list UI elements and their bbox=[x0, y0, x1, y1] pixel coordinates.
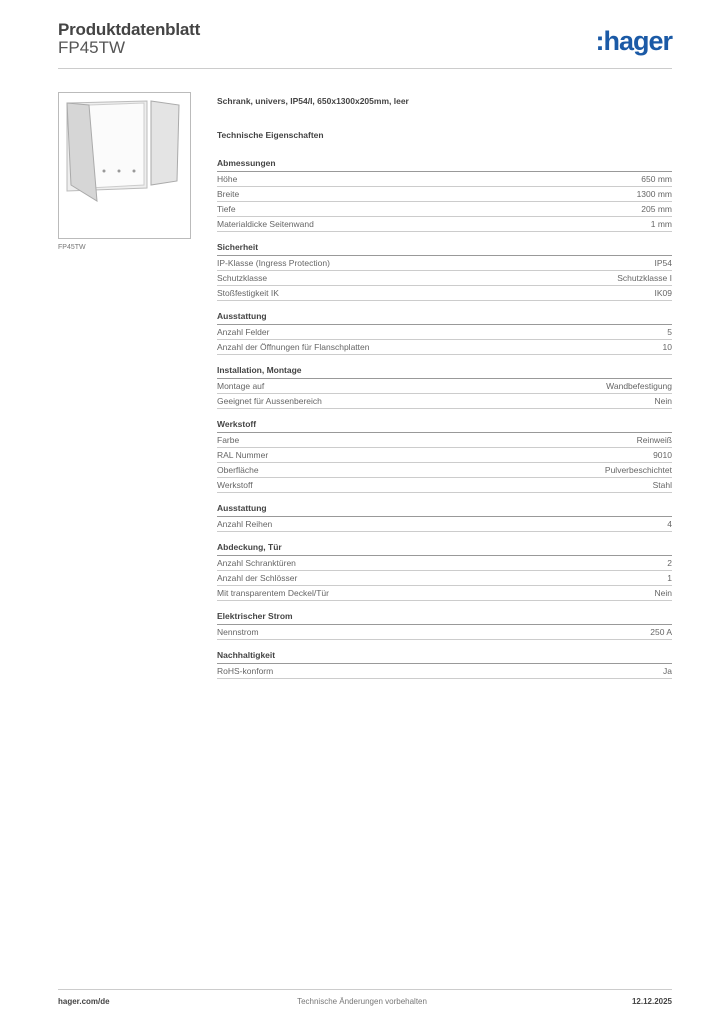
spec-label: Anzahl Reihen bbox=[217, 519, 273, 529]
spec-value: Ja bbox=[663, 666, 672, 676]
spec-section bbox=[217, 540, 672, 601]
spec-value: Nein bbox=[654, 588, 672, 598]
spec-value: Reinweiß bbox=[636, 435, 672, 445]
spec-section bbox=[217, 648, 672, 679]
image-caption: FP45TW bbox=[58, 244, 86, 251]
section-title: Sicherheit bbox=[217, 240, 672, 256]
spec-row bbox=[217, 463, 672, 478]
spec-row bbox=[217, 556, 672, 571]
product-description: Schrank, univers, IP54/I, 650x1300x205mm, leer bbox=[217, 96, 409, 106]
spec-label: Stoßfestigkeit IK bbox=[217, 288, 279, 298]
section-title: Elektrischer Strom bbox=[217, 609, 672, 625]
spec-value: Pulverbeschichtet bbox=[604, 465, 672, 475]
spec-label: Oberfläche bbox=[217, 465, 259, 475]
footer-date: 12.12.2025 bbox=[631, 997, 672, 1006]
spec-row bbox=[217, 394, 672, 409]
spec-value: 1300 mm bbox=[636, 189, 672, 199]
spec-value: Nein bbox=[654, 396, 672, 406]
spec-section bbox=[217, 363, 672, 409]
spec-row bbox=[217, 433, 672, 448]
spec-row bbox=[217, 340, 672, 355]
spec-section bbox=[217, 156, 672, 232]
spec-value: 250 A bbox=[650, 627, 672, 637]
spec-label: Höhe bbox=[217, 174, 238, 184]
spec-value: 650 mm bbox=[641, 174, 672, 184]
spec-label: Breite bbox=[217, 189, 240, 199]
spec-value: 9010 bbox=[653, 450, 672, 460]
section-title: Abmessungen bbox=[217, 156, 672, 172]
spec-row bbox=[217, 448, 672, 463]
spec-row bbox=[217, 187, 672, 202]
footer-divider bbox=[58, 989, 672, 990]
spec-section bbox=[217, 240, 672, 301]
section-title: Ausstattung bbox=[217, 309, 672, 325]
spec-value: Stahl bbox=[652, 480, 672, 490]
spec-label: Anzahl Schranktüren bbox=[217, 558, 296, 568]
page-title: Produktdatenblatt bbox=[58, 20, 201, 39]
spec-value: 2 bbox=[667, 558, 672, 568]
spec-value: Wandbefestigung bbox=[606, 381, 672, 391]
footer-website[interactable]: hager.com/de bbox=[58, 997, 110, 1006]
product-image bbox=[58, 92, 191, 239]
spec-section bbox=[217, 309, 672, 355]
spec-sections bbox=[217, 156, 672, 679]
spec-row bbox=[217, 478, 672, 493]
spec-label: Schutzklasse bbox=[217, 273, 268, 283]
spec-label: Montage auf bbox=[217, 381, 265, 391]
spec-row bbox=[217, 256, 672, 271]
spec-label: Anzahl der Öffnungen für Flanschplatten bbox=[217, 342, 370, 352]
section-title: Installation, Montage bbox=[217, 363, 672, 379]
spec-label: Anzahl der Schlösser bbox=[217, 573, 298, 583]
spec-label: Werkstoff bbox=[217, 480, 253, 490]
spec-value: IK09 bbox=[654, 288, 672, 298]
spec-row bbox=[217, 664, 672, 679]
spec-label: Farbe bbox=[217, 435, 240, 445]
main-content bbox=[217, 96, 672, 687]
spec-section bbox=[217, 501, 672, 532]
spec-row bbox=[217, 586, 672, 601]
section-title: Ausstattung bbox=[217, 501, 672, 517]
spec-value: 5 bbox=[667, 327, 672, 337]
spec-value: IP54 bbox=[654, 258, 672, 268]
spec-row bbox=[217, 172, 672, 187]
hager-logo: :hager bbox=[595, 26, 672, 56]
spec-value: 205 mm bbox=[641, 204, 672, 214]
spec-label: Anzahl Felder bbox=[217, 327, 270, 337]
spec-label: Mit transparentem Deckel/Tür bbox=[217, 588, 329, 598]
spec-value: 1 mm bbox=[650, 219, 672, 229]
spec-row bbox=[217, 217, 672, 232]
spec-row bbox=[217, 325, 672, 340]
spec-label: Tiefe bbox=[217, 204, 236, 214]
tech-heading: Technische Eigenschaften bbox=[217, 130, 324, 140]
spec-label: Geeignet für Aussenbereich bbox=[217, 396, 322, 406]
spec-label: Materialdicke Seitenwand bbox=[217, 219, 314, 229]
footer-notice: Technische Änderungen vorbehalten bbox=[297, 997, 427, 1006]
header-divider bbox=[58, 68, 672, 69]
spec-row bbox=[217, 202, 672, 217]
spec-value: 10 bbox=[662, 342, 672, 352]
spec-row bbox=[217, 625, 672, 640]
spec-label: RAL Nummer bbox=[217, 450, 269, 460]
spec-row bbox=[217, 286, 672, 301]
spec-row bbox=[217, 271, 672, 286]
section-title: Nachhaltigkeit bbox=[217, 648, 672, 664]
spec-label: Nennstrom bbox=[217, 627, 259, 637]
spec-section bbox=[217, 609, 672, 640]
cabinet-illustration bbox=[59, 93, 190, 238]
product-code: FP45TW bbox=[58, 38, 126, 57]
spec-label: RoHS-konform bbox=[217, 666, 274, 676]
spec-label: IP-Klasse (Ingress Protection) bbox=[217, 258, 330, 268]
section-title: Abdeckung, Tür bbox=[217, 540, 672, 556]
spec-value: Schutzklasse I bbox=[617, 273, 672, 283]
spec-row bbox=[217, 379, 672, 394]
spec-value: 4 bbox=[667, 519, 672, 529]
spec-row bbox=[217, 571, 672, 586]
section-title: Werkstoff bbox=[217, 417, 672, 433]
spec-row bbox=[217, 517, 672, 532]
spec-value: 1 bbox=[667, 573, 672, 583]
spec-section bbox=[217, 417, 672, 493]
